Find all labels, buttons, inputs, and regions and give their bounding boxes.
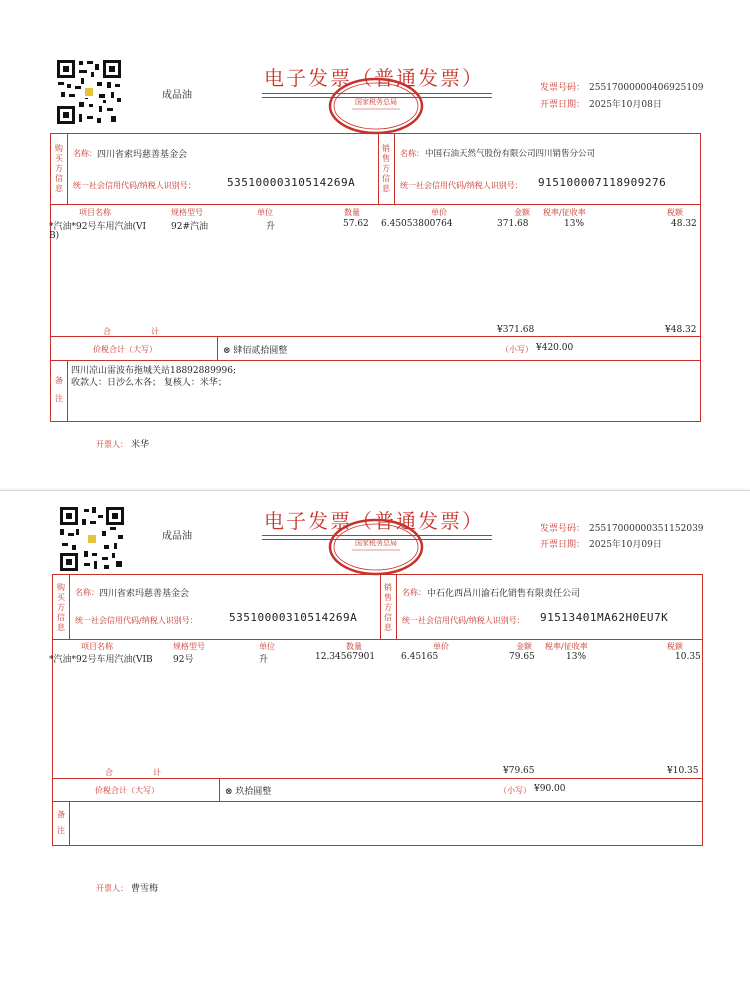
col-header-qty: 数量 [344, 208, 360, 217]
item-name: *汽油*92号车用汽油(VI [49, 222, 147, 232]
col-header-unit: 单位 [259, 642, 275, 651]
invoice-page-2 [0, 490, 750, 1001]
invoice-table: 购买方信息 销售方信息 名称： 四川省索玛慈善基金会 统一社会信用代码/纳税人识别号： 53510000310514269A 名称： 中国石油天然气股份有限公司四川销售分公司 统一社会信用代码/纳税人识别号： 915100007118909276 项目名称 规格型号 单位 数量 单价 金额 税率/征收率 税额 *汽油*92号车用汽油(VI B) 92#汽油 升 57.62 6.45053800764 371.68 13% 48.32 合计 ¥371.68 ¥48.32 价税合计（大写） ⊗ 肆佰贰拾圆整 （小写） ¥420.00 备注 四川凉山雷波布拖城关站18892889996; 收款人：日沙么木各； 复核人：米华； [50, 133, 701, 422]
remark-label: 备注 [57, 810, 65, 835]
qr-code [55, 58, 123, 126]
total-tax: ¥48.32 [665, 325, 697, 335]
issuer: 开票人： 米华 [96, 440, 150, 450]
item-amount: 79.65 [509, 652, 535, 662]
item-name: *汽油*92号车用汽油(VIB [49, 655, 153, 665]
col-header-tax: 税额 [667, 642, 683, 651]
item-tax: 10.35 [675, 652, 701, 662]
qr-code [58, 505, 126, 573]
price-tax-total-label: 价税合计（大写） [93, 345, 157, 354]
col-header-amount: 金额 [516, 642, 532, 651]
item-price: 6.45165 [401, 652, 439, 662]
remark-line-1: 四川凉山雷波布拖城关站18892889996; [71, 366, 237, 376]
invoice-page-1 [0, 0, 750, 490]
total-label: 合计 [105, 768, 201, 777]
remark-label: 备注 [55, 376, 63, 403]
buyer-side-label: 购买方信息 [57, 583, 65, 632]
col-header-rate: 税率/征收率 [543, 208, 586, 217]
col-header-unit: 单位 [257, 208, 273, 217]
total-tax: ¥10.35 [667, 766, 699, 776]
svg-text:·: · [375, 118, 377, 124]
item-tax: 48.32 [671, 219, 697, 229]
invoice-date: 开票日期： 2025年10月09日 [540, 540, 662, 550]
col-header-tax: 税额 [667, 208, 683, 217]
remark-line-2: 收款人：日沙么木各； 复核人：米华； [71, 378, 227, 388]
col-header-price: 单价 [433, 642, 449, 651]
invoice-category: 成品油 [162, 90, 192, 101]
invoice-category: 成品油 [162, 531, 192, 542]
item-rate: 13% [564, 219, 585, 229]
invoice-title: 电子发票（普通发票） [264, 509, 484, 533]
tax-seal [327, 517, 425, 577]
buyer-side-label: 购买方信息 [55, 144, 63, 193]
buyer-name: 四川省索玛慈善基金会 [99, 589, 190, 599]
total-amount: ¥79.65 [503, 766, 535, 776]
item-amount: 371.68 [497, 219, 529, 229]
buyer-name: 四川省索玛慈善基金会 [97, 150, 188, 160]
item-name-cont: B) [49, 231, 60, 241]
seller-side-label: 销售方信息 [382, 144, 390, 193]
total-label: 合计 [103, 327, 199, 336]
buyer-tax-id: 53510000310514269A [227, 176, 356, 189]
col-header-item: 项目名称 [81, 642, 113, 651]
col-header-spec: 规格型号 [173, 642, 205, 651]
invoice-table: 购买方信息 销售方信息 名称： 四川省索玛慈善基金会 统一社会信用代码/纳税人识别号： 53510000310514269A 名称： 中石化西昌川渝石化销售有限责任公司 统一社会信用代码/纳税人识别号： 91513401MA62H0EU7K 项目名称 规格型号 单位 数量 单价 金额 税率/征收率 税额 *汽油*92号车用汽油(VIB 92号 升 12.34567901 6.45165 79.65 13% 10.35 合计 ¥79.65 ¥10.35 价税合计（大写） ⊗ 玖拾圆整 （小写） ¥90.00 备注 [52, 574, 703, 846]
invoice-2 [0, 487, 750, 977]
col-header-amount: 金额 [514, 208, 530, 217]
item-spec: 92号 [173, 655, 194, 665]
invoice-1 [0, 0, 750, 490]
col-header-item: 项目名称 [79, 208, 111, 217]
invoice-number: 发票号码： 25517000000406925109 [540, 83, 704, 93]
col-header-spec: 规格型号 [171, 208, 203, 217]
price-tax-small: ¥420.00 [536, 343, 574, 353]
price-tax-total-label: 价税合计（大写） [95, 786, 159, 795]
invoice-date: 开票日期： 2025年10月08日 [540, 100, 662, 110]
item-unit: 升 [266, 222, 276, 232]
seller-tax-id: 915100007118909276 [538, 176, 667, 189]
seal-text: 国家税务总局 [355, 539, 397, 547]
rule [51, 360, 700, 361]
item-spec: 92#汽油 [171, 222, 208, 232]
issuer: 开票人： 曹雪梅 [96, 884, 159, 894]
price-tax-words: ⊗ 肆佰贰拾圆整 [223, 346, 288, 356]
seal-text: 国家税务总局 [355, 98, 397, 106]
invoice-number: 发票号码： 25517000000351152039 [540, 524, 704, 534]
col-header-qty: 数量 [346, 642, 362, 651]
col-header-price: 单价 [431, 208, 447, 217]
tax-seal [327, 76, 425, 136]
seller-name: 中国石油天然气股份有限公司四川销售分公司 [425, 149, 596, 159]
rule [51, 204, 700, 205]
item-qty: 12.34567901 [315, 652, 376, 662]
item-qty: 57.62 [343, 219, 369, 229]
total-amount: ¥371.68 [497, 325, 535, 335]
seller-name: 中石化西昌川渝石化销售有限责任公司 [427, 589, 581, 599]
col-header-rate: 税率/征收率 [545, 642, 588, 651]
price-tax-small: ¥90.00 [534, 784, 566, 794]
buyer-tax-id: 53510000310514269A [229, 611, 358, 624]
seller-side-label: 销售方信息 [384, 583, 392, 632]
seller-tax-id: 91513401MA62H0EU7K [540, 611, 669, 624]
item-price: 6.45053800764 [381, 219, 453, 229]
invoice-title: 电子发票（普通发票） [264, 66, 484, 90]
item-rate: 13% [566, 652, 587, 662]
price-tax-words: ⊗ 玖拾圆整 [225, 787, 272, 797]
item-unit: 升 [259, 655, 269, 665]
